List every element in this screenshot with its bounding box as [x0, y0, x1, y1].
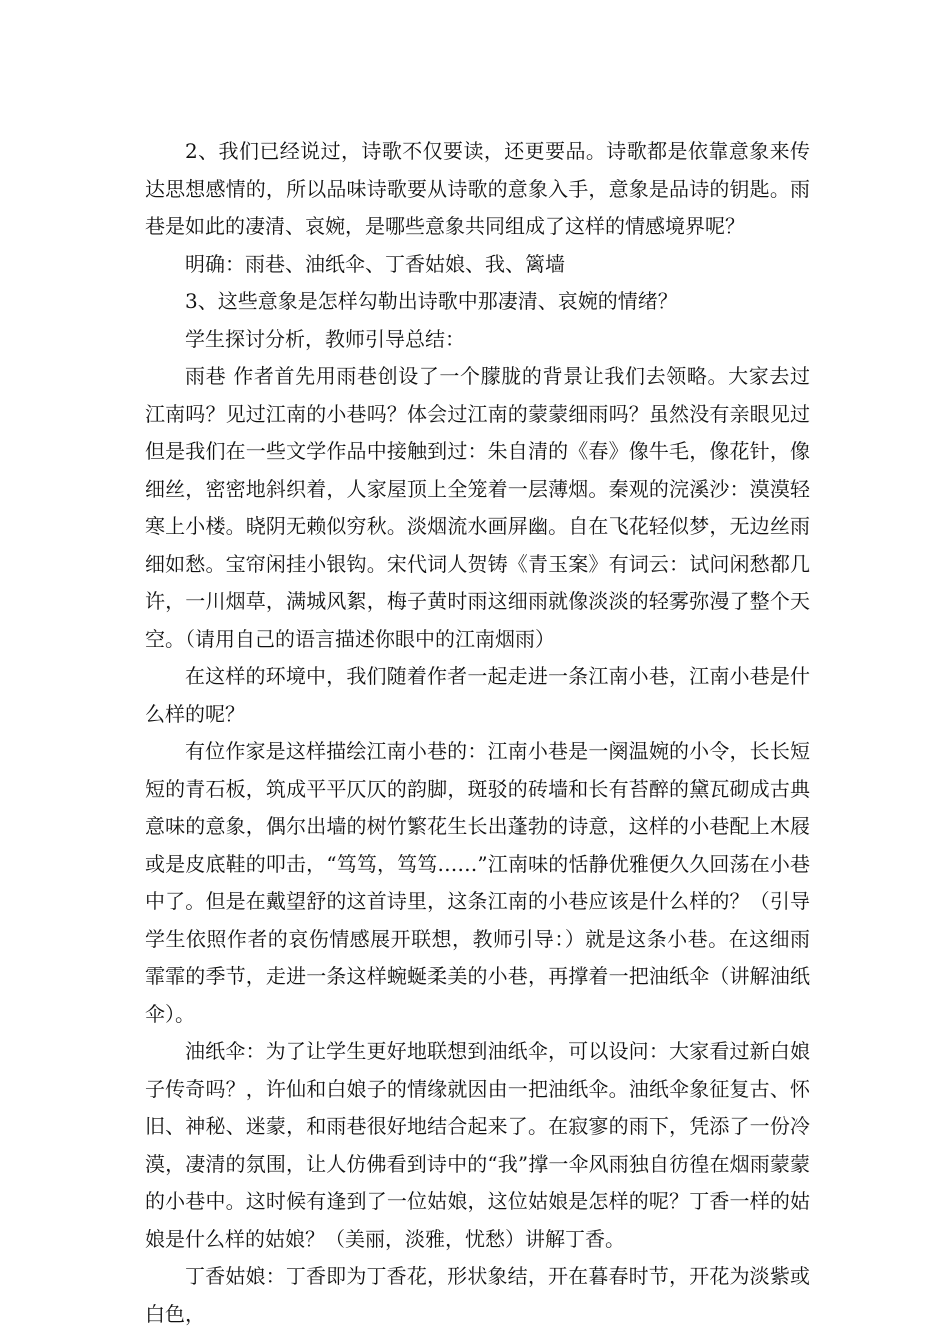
paragraph-answer-imagery: 明确：雨巷、油纸伞、丁香姑娘、我、篱墙 — [185, 251, 565, 276]
paragraph-writer-alley: 有位作家是这样描绘江南小巷的：江南小巷是一阕温婉的小令，长长短短的青石板，筑成平平仄仄的韵脚，斑驳的砖墙和长有苔醉的黛瓦砌成古典意味的意象，偶尔出墙的树竹繁花生长出蓬勃的诗意，这样的小巷配上木屐或是皮底鞋的叩击，“笃笃，笃笃……”江南味的恬静优雅便久久回荡在小巷中了。但是在戴望舒的这首诗里，这条江南的小巷应该是什么样的？（引导学生依照作者的哀伤情感展开联想，教师引导：）就是这条小巷。在这细雨霏霏的季节，走进一条这样蜿蜒柔美的小巷，再撑着一把油纸伞（讲解油纸伞）。 — [145, 739, 810, 1026]
paragraph-discussion-intro: 学生探讨分析，教师引导总结： — [185, 326, 465, 351]
paragraph-question-2: 2、我们已经说过，诗歌不仅要读，还更要品。诗歌都是依靠意象来传达思想感情的，所以品味诗歌要从诗歌的意象入手，意象是品诗的钥匙。雨巷是如此的凄清、哀婉，是哪些意象共同组成了这样的情感境界呢？ — [145, 139, 810, 238]
paragraph-rain-alley: 雨巷 作者首先用雨巷创设了一个朦胧的背景让我们去领略。大家去过江南吗？见过江南的小巷吗？体会过江南的蒙蒙细雨吗？虽然没有亲眼见过但是我们在一些文学作品中接触到过：朱自清的《春》像牛毛，像花针，像细丝，密密地斜织着，人家屋顶上全笼着一层薄烟。秦观的浣溪沙：漠漠轻寒上小楼。晓阴无赖似穷秋。淡烟流水画屏幽。自在飞花轻似梦，无边丝雨细如愁。宝帘闲挂小银钩。宋代词人贺铸《青玉案》有词云：试问闲愁都几许，一川烟草，满城风絮，梅子黄时雨这细雨就像淡淡的轻雾弥漫了整个天空。（请用自己的语言描述你眼中的江南烟雨） — [145, 364, 810, 651]
paragraph-oil-paper-umbrella: 油纸伞：为了让学生更好地联想到油纸伞，可以设问：大家看过新白娘子传奇吗？，许仙和白娘子的情缘就因由一把油纸伞。油纸伞象征复古、怀旧、神秘、迷蒙，和雨巷很好地结合起来了。在寂寥的雨下，凭添了一份冷漠，凄清的氛围，让人仿佛看到诗中的“我”撑一伞风雨独自彷徨在烟雨蒙蒙的小巷中。这时候有逢到了一位姑娘，这位姑娘是怎样的呢？丁香一样的姑娘是什么样的姑娘？（美丽，淡雅，忧愁）讲解丁香。 — [145, 1039, 810, 1251]
paragraph-alley-environment: 在这样的环境中，我们随着作者一起走进一条江南小巷，江南小巷是什么样的呢？ — [145, 664, 810, 726]
paragraph-lilac-girl: 丁香姑娘：丁香即为丁香花，形状象结，开在暮春时节，开花为淡紫或白色， — [145, 1264, 810, 1326]
document-body — [145, 133, 810, 1333]
paragraph-question-3: 3、这些意象是怎样勾勒出诗歌中那凄清、哀婉的情绪？ — [185, 289, 678, 313]
